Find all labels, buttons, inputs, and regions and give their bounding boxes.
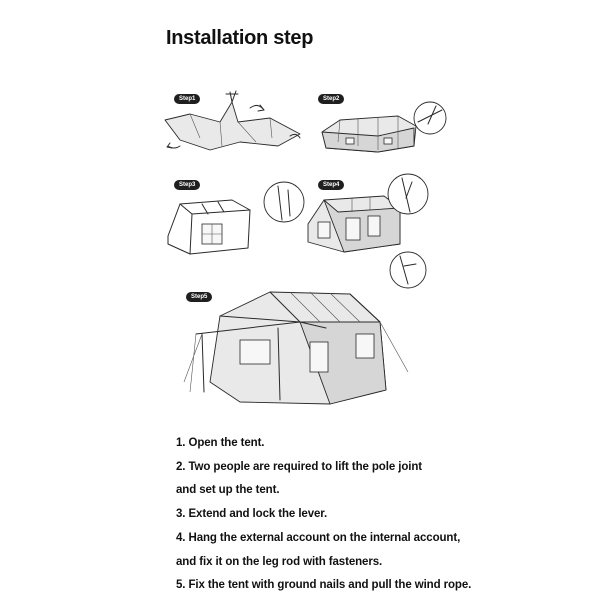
page-title: Installation step (166, 27, 314, 49)
instruction-line-3: and set up the tent. (176, 484, 280, 497)
step2-illustration (318, 100, 448, 170)
instruction-line-1: 1. Open the tent. (176, 437, 265, 449)
instruction-line-2: 2. Two people are required to lift the pole joint (176, 460, 422, 473)
step4-illustration (304, 172, 434, 292)
instruction-list (176, 432, 516, 598)
instruction-line-5: 4. Hang the external account on the internal account, (176, 531, 461, 544)
step5-badge: Step5 (186, 292, 212, 302)
step2-badge: Step2 (318, 94, 344, 104)
instruction-line-6: and fix it on the leg rod with fasteners. (176, 555, 383, 568)
instruction-line-4: 3. Extend and lock the lever. (176, 508, 328, 521)
step3-illustration (162, 180, 312, 260)
instruction-line-7: 5. Fix the tent with ground nails and pull the wind rope. (176, 579, 472, 592)
step1-badge: Step1 (174, 94, 200, 104)
step4-badge: Step4 (318, 180, 344, 190)
step5-illustration (180, 282, 410, 422)
step3-badge: Step3 (174, 180, 200, 190)
step1-illustration (160, 88, 310, 158)
